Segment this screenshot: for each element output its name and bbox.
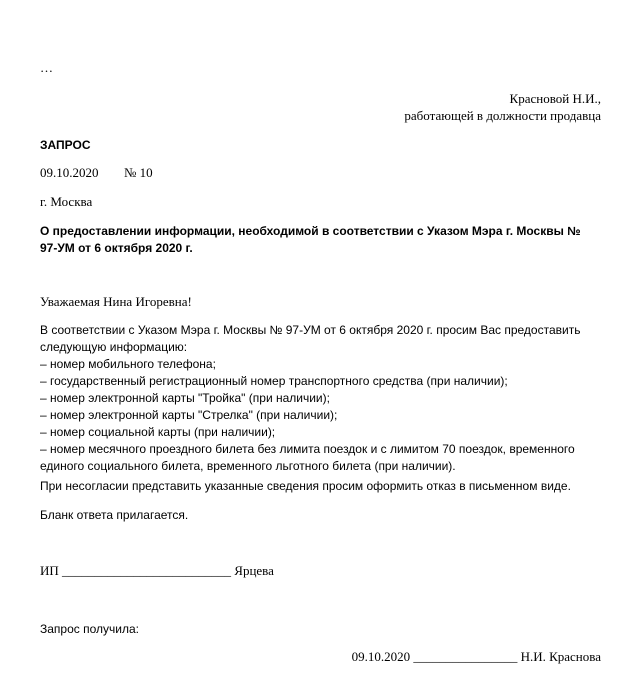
refusal-text: При несогласии представить указанные сведения просим оформить отказ в письменном виде. [40, 479, 571, 493]
list-item: – государственный регистрационный номер транспортного средства (при наличии); [40, 374, 508, 388]
document-number: № 10 [124, 165, 153, 180]
receipt-label: Запрос получила: [40, 622, 139, 636]
addressee-position: работающей в должности продавца [404, 108, 601, 123]
list-item: – номер месячного проездного билета без лимита поездок и с лимитом 70 поездок, временного [40, 442, 575, 456]
signature-line: __________________________ [62, 563, 232, 578]
list-item-continuation: единого социального билета, временного льготного билета (при наличии). [40, 459, 456, 473]
addressee-name: Красновой Н.И., [509, 91, 601, 106]
receipt-date: 09.10.2020 [351, 649, 411, 664]
signature-row [40, 563, 274, 579]
list-item: – номер электронной карты "Стрелка" (при наличии); [40, 408, 338, 422]
ellipsis-text: … [40, 60, 53, 75]
salutation: Уважаемая Нина Игоревна! [40, 294, 192, 309]
signature-org: ИП [40, 563, 59, 578]
attachment-text: Бланк ответа прилагается. [40, 508, 189, 522]
document-date: 09.10.2020 [40, 165, 99, 180]
list-item: – номер мобильного телефона; [40, 357, 216, 371]
receipt-name: Н.И. Краснова [520, 649, 601, 664]
document-city: г. Москва [40, 194, 93, 209]
body-text [40, 322, 610, 475]
receipt-row [352, 649, 601, 665]
intro-line: В соответствии с Указом Мэра г. Москвы № 97-УМ от 6 октября 2020 г. просим Вас предоставить [40, 323, 581, 337]
intro-line: следующую информацию: [40, 340, 188, 354]
receipt-signature-line: ________________ [413, 649, 518, 664]
document-title: ЗАПРОС [40, 138, 91, 152]
signature-name: Ярцева [234, 563, 274, 578]
document-subject: О предоставлении информации, необходимой в соответствии с Указом Мэра г. Москвы № 97-УМ от 6 октября 2020 г. [40, 224, 581, 255]
list-item: – номер электронной карты "Тройка" (при наличии); [40, 391, 330, 405]
list-item: – номер социальной карты (при наличии); [40, 425, 276, 439]
